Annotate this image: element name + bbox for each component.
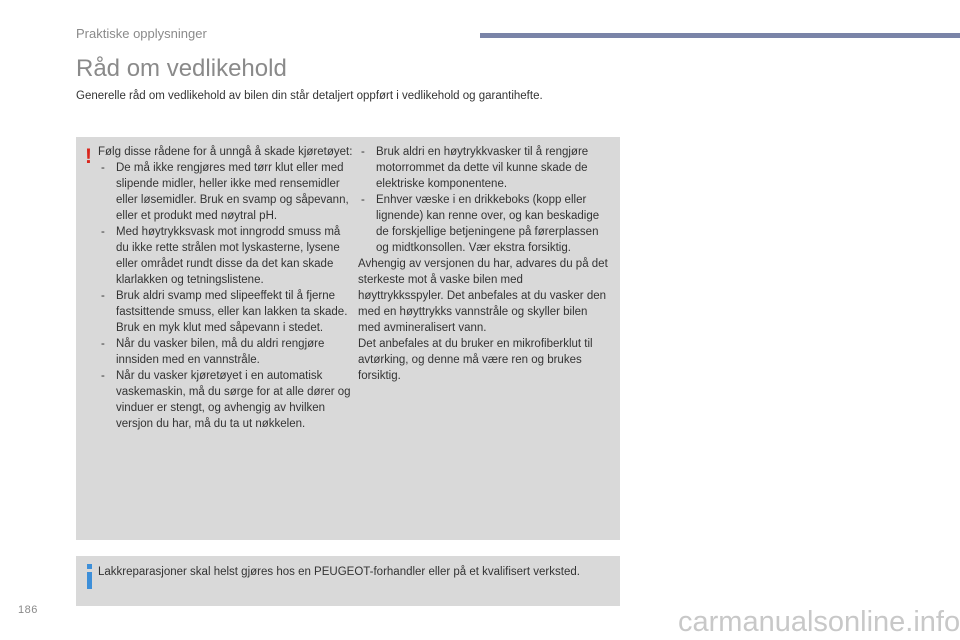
- dash-mark: -: [101, 290, 105, 302]
- dash-mark: -: [101, 226, 105, 238]
- list-item-text: Bruk aldri svamp med slipeeffekt til å fjerne fastsittende smuss, eller kan lakken ta skade. Bruk en myk klut med såpevann i stedet.: [116, 290, 348, 334]
- list-item: [98, 368, 354, 432]
- intro-text: Generelle råd om vedlikehold av bilen din står detaljert oppført i vedlikehold og garantihefte.: [76, 90, 543, 102]
- list-item: [98, 288, 354, 336]
- info-text: Lakkreparasjoner skal helst gjøres hos en PEUGEOT-forhandler eller på et kvalifisert verksted.: [98, 566, 580, 578]
- dash-mark: -: [361, 194, 365, 206]
- list-item-text: Bruk aldri en høytrykkvasker til å rengjøre motorrommet da dette vil kunne skade de elektriske komponentene.: [376, 146, 589, 190]
- info-icon-stem: [87, 572, 92, 589]
- header-bar: [480, 33, 960, 38]
- info-icon: [83, 562, 97, 600]
- warning-paragraph: Det anbefales at du bruker en mikrofiberklut til avtørking, og denne må være ren og brukes forsiktig.: [358, 338, 593, 382]
- list-item: [358, 192, 610, 256]
- warning-box: [76, 137, 620, 540]
- page-title: Råd om vedlikehold: [76, 55, 287, 82]
- list-item-text: Når du vasker bilen, må du aldri rengjøre innsiden med en vannstråle.: [116, 338, 325, 366]
- list-item: [98, 336, 354, 368]
- warning-paragraph: Avhengig av versjonen du har, advares du på det sterkeste mot å vaske bilen med høyttrykksspyler. Det anbefales at du vasker den med en høyttrykks vannstråle og skyller bilen med avmineralisert vann.: [358, 258, 608, 334]
- warning-right-list: [358, 144, 610, 256]
- list-item: [98, 224, 354, 288]
- dash-mark: -: [101, 370, 105, 382]
- dash-mark: -: [361, 146, 365, 158]
- list-item-text: De må ikke rengjøres med tørr klut eller med slipende midler, heller ikke med rensemidler eller løsemidler. Bruk en svamp og såpevann, eller et produkt med nøytral pH.: [116, 162, 349, 222]
- section-header: Praktiske opplysninger: [76, 26, 207, 41]
- list-item-text: Når du vasker kjøretøyet i en automatisk vaskemaskin, må du sørge for at alle dører og vinduer er stengt, og avhengig av hvilken versjon du har, må du ta ut nøkkelen.: [116, 370, 351, 430]
- warning-lead: Følg disse rådene for å unngå å skade kjøretøyet:: [98, 146, 353, 158]
- warning-left-column: [98, 144, 354, 432]
- exclamation-icon: !: [85, 145, 92, 168]
- info-icon-dot: [87, 564, 92, 569]
- list-item: [358, 144, 610, 192]
- dash-mark: -: [101, 162, 105, 174]
- dash-mark: -: [101, 338, 105, 350]
- page-number: 186: [18, 604, 38, 616]
- info-box: [76, 556, 620, 606]
- list-item-text: Med høytrykksvask mot inngrodd smuss må du ikke rette strålen mot lyskasterne, lysene eller området rundt disse da det kan skade klarlakken og tetningslistene.: [116, 226, 341, 286]
- list-item-text: Enhver væske i en drikkeboks (kopp eller lignende) kan renne over, og kan beskadige de forskjellige betjeningene på førerplassen og midtkonsollen. Vær ekstra forsiktig.: [376, 194, 600, 254]
- warning-left-list: [98, 160, 354, 432]
- watermark: carmanualsonline.info: [678, 606, 960, 638]
- warning-right-column: [358, 144, 610, 384]
- list-item: [98, 160, 354, 224]
